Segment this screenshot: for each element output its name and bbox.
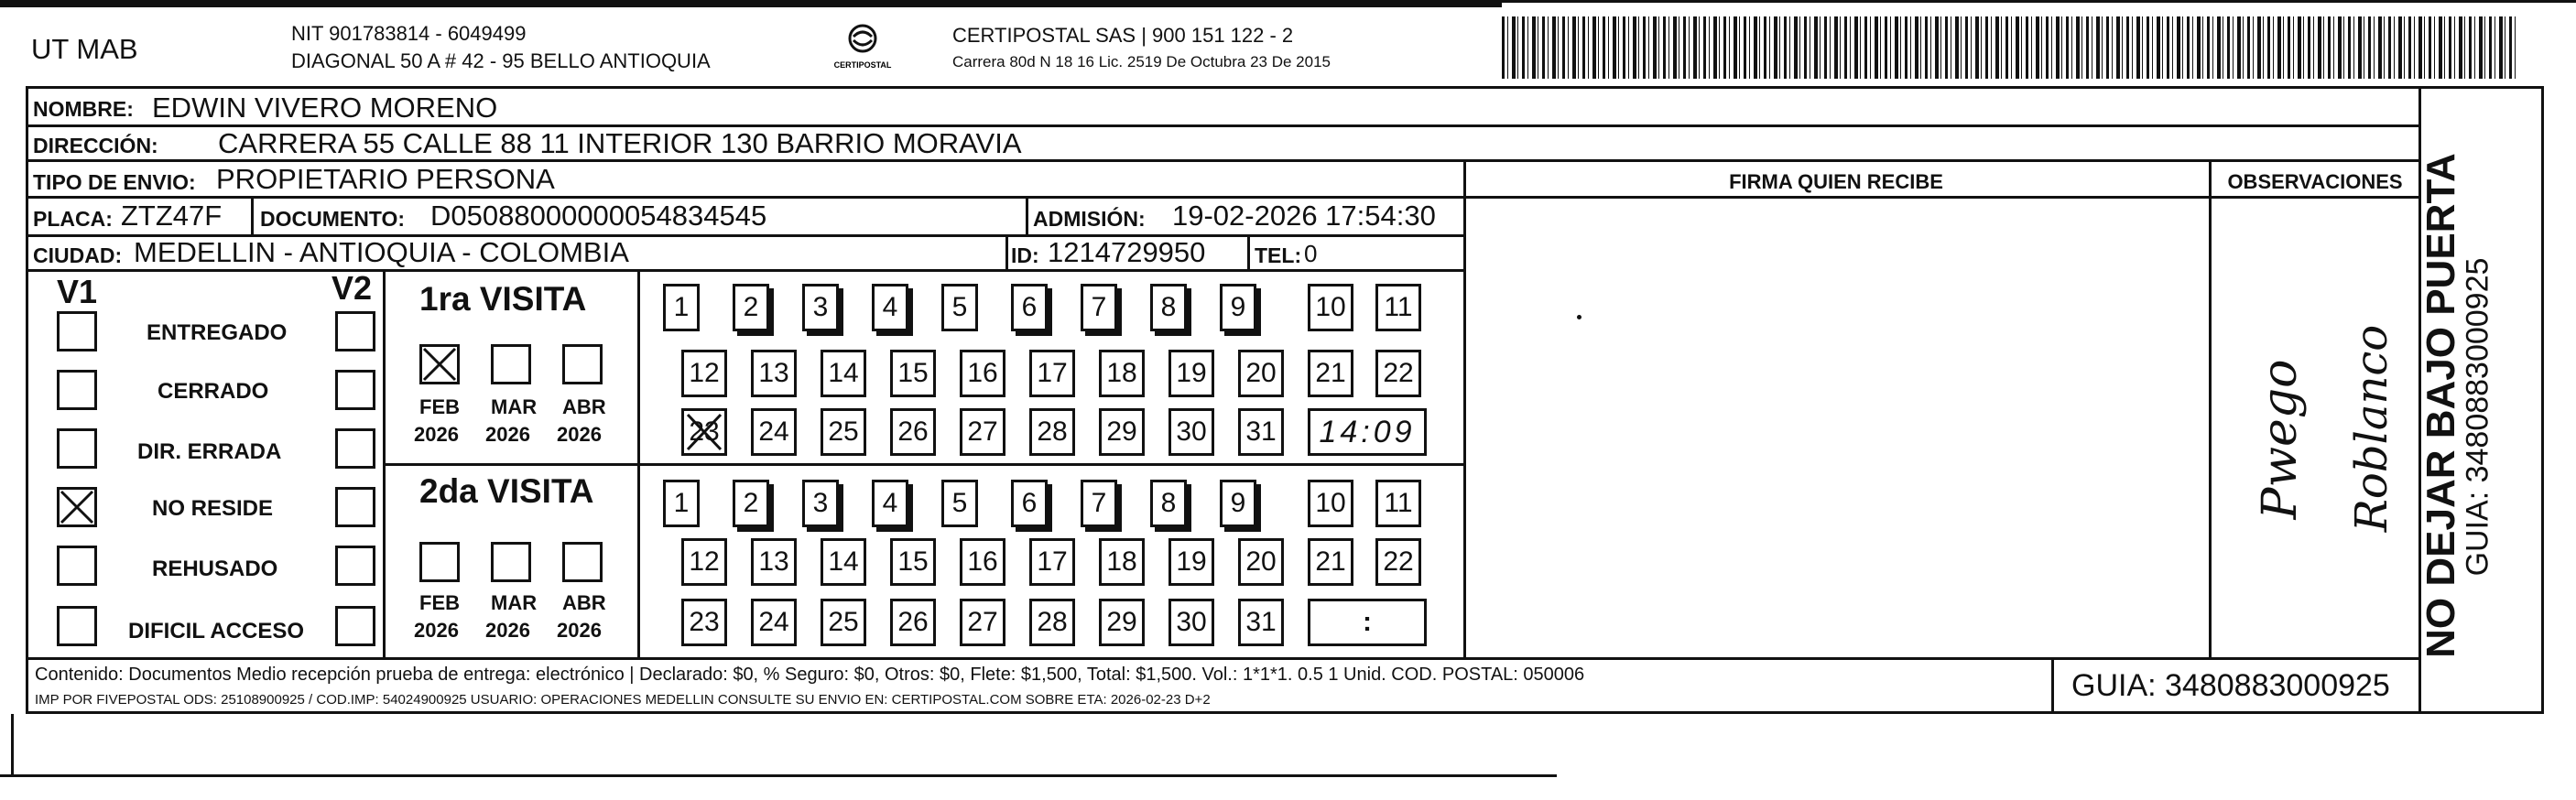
first-day-box[interactable]: 16: [960, 350, 1005, 397]
status-no-reside: NO RESIDE: [152, 496, 274, 521]
first-day-box[interactable]: 10: [1308, 284, 1353, 331]
first-visit-abr-checkbox[interactable]: [562, 344, 603, 384]
provider-name: CERTIPOSTAL SAS | 900 151 122 - 2: [952, 24, 1294, 47]
first-visit-year-feb: 2026: [414, 423, 459, 446]
first-day-marked-number: 23: [689, 416, 720, 447]
first-day-box[interactable]: 26: [890, 408, 936, 456]
admision-value: 19-02-2026 17:54:30: [1172, 200, 1436, 232]
second-day-box[interactable]: 22: [1375, 538, 1421, 586]
placa-value: ZTZ47F: [121, 200, 223, 232]
v2-checkbox-no-reside[interactable]: [335, 487, 375, 527]
first-day-box[interactable]: 21: [1308, 350, 1353, 397]
left-edge: [11, 714, 14, 774]
second-day-box[interactable]: 18: [1099, 538, 1145, 586]
v2-checkbox-dificil-acceso[interactable]: [335, 606, 375, 646]
second-day-box[interactable]: 2: [733, 480, 769, 527]
first-day-box[interactable]: 19: [1168, 350, 1214, 397]
second-day-box[interactable]: 9: [1220, 480, 1256, 527]
tipo-label: TIPO DE ENVIO:: [33, 170, 196, 194]
second-day-box[interactable]: 10: [1308, 480, 1353, 527]
first-day-box[interactable]: 3: [802, 284, 839, 331]
first-visit-time-box[interactable]: 14:09: [1308, 408, 1427, 456]
second-day-box[interactable]: 23: [681, 599, 727, 646]
second-visit-title: 2da VISITA: [419, 472, 594, 510]
v2-checkbox-dir-errada[interactable]: [335, 428, 375, 469]
observaciones-handwriting-1: Pwego: [2253, 359, 2308, 520]
second-visit-month-feb: FEB: [419, 591, 460, 614]
second-day-box[interactable]: 17: [1029, 538, 1075, 586]
first-day-box[interactable]: 25: [821, 408, 866, 456]
v1-checkbox-cerrado[interactable]: [57, 370, 97, 410]
first-visit-year-mar: 2026: [485, 423, 530, 446]
footer-contenido: Contenido: Documentos Medio recepción prueba de entrega: electrónico | Declarado: $0, % Seguro: $0, Otros: $0, Flete: $1,500, Total: $1,500. Vol.: 1*1*1. 0.5 1 Unid. COD. POSTAL: 050006: [35, 665, 1585, 685]
tel-value: 0: [1304, 240, 1318, 267]
first-visit-title: 1ra VISITA: [419, 280, 587, 318]
firma-header: FIRMA QUIEN RECIBE: [1729, 170, 1943, 193]
first-day-box[interactable]: 7: [1081, 284, 1117, 331]
v1-checkbox-rehusado[interactable]: [57, 546, 97, 586]
first-day-box[interactable]: 6: [1011, 284, 1048, 331]
first-visit-year-abr: 2026: [557, 423, 602, 446]
first-visit-month-abr: ABR: [562, 395, 606, 418]
documento-label: DOCUMENTO:: [260, 207, 406, 231]
second-day-box[interactable]: 20: [1238, 538, 1284, 586]
provider-license: Carrera 80d N 18 16 Lic. 2519 De Octubra 23 De 2015: [952, 53, 1331, 70]
second-day-box[interactable]: 1: [663, 480, 700, 527]
first-day-box[interactable]: 9: [1220, 284, 1256, 331]
first-day-box[interactable]: 11: [1375, 284, 1421, 331]
second-day-box[interactable]: 25: [821, 599, 866, 646]
second-visit-month-abr: ABR: [562, 591, 606, 614]
v2-checkbox-cerrado[interactable]: [335, 370, 375, 410]
second-day-box[interactable]: 6: [1011, 480, 1048, 527]
first-day-box[interactable]: 8: [1150, 284, 1187, 331]
first-day-box[interactable]: 22: [1375, 350, 1421, 397]
svg-text:CERTIPOSTAL: CERTIPOSTAL: [833, 60, 892, 70]
second-day-box[interactable]: 3: [802, 480, 839, 527]
bottom-edge: [0, 774, 1557, 777]
v1-checkbox-entregado[interactable]: [57, 311, 97, 351]
first-day-box[interactable]: 18: [1099, 350, 1145, 397]
v1-checkbox-dificil-acceso[interactable]: [57, 606, 97, 646]
second-day-box[interactable]: 29: [1099, 599, 1145, 646]
second-day-box[interactable]: 11: [1375, 480, 1421, 527]
ciudad-label: CIUDAD:: [33, 243, 123, 267]
second-day-box[interactable]: 8: [1150, 480, 1187, 527]
company-nit: NIT 901783814 - 6049499: [291, 22, 527, 45]
status-dificil-acceso: DIFICIL ACCESO: [128, 619, 305, 643]
second-visit-month-mar: MAR: [491, 591, 538, 614]
barcode: [1502, 16, 2516, 79]
observaciones-header: OBSERVACIONES: [2227, 170, 2403, 193]
second-day-box[interactable]: 19: [1168, 538, 1214, 586]
first-day-box[interactable]: 20: [1238, 350, 1284, 397]
ciudad-value: MEDELLIN - ANTIOQUIA - COLOMBIA: [134, 236, 629, 268]
second-day-box[interactable]: 28: [1029, 599, 1075, 646]
first-day-box[interactable]: 14: [821, 350, 866, 397]
status-rehusado: REHUSADO: [152, 557, 278, 581]
company-name: UT MAB: [31, 33, 138, 65]
second-visit-year-abr: 2026: [557, 619, 602, 642]
first-day-box[interactable]: 30: [1168, 408, 1214, 456]
second-day-box[interactable]: 5: [941, 480, 978, 527]
second-day-box[interactable]: 21: [1308, 538, 1353, 586]
first-day-box[interactable]: 4: [872, 284, 908, 331]
footer-imp: IMP POR FIVEPOSTAL ODS: 25108900925 / COD.IMP: 54024900925 USUARIO: OPERACIONES MEDELLIN CONSULTE SU ENVIO EN: CERTIPOSTAL.COM SOBRE ETA: 2026-02-23 D+2: [35, 692, 1211, 708]
first-day-box[interactable]: 13: [751, 350, 797, 397]
second-visit-year-mar: 2026: [485, 619, 530, 642]
nombre-value: EDWIN VIVERO MORENO: [152, 92, 498, 124]
first-visit-month-feb: FEB: [419, 395, 460, 418]
first-day-box[interactable]: 31: [1238, 408, 1284, 456]
first-day-box[interactable]: 2: [733, 284, 769, 331]
admision-label: ADMISIÓN:: [1033, 207, 1146, 231]
direccion-value: CARRERA 55 CALLE 88 11 INTERIOR 130 BARRIO MORAVIA: [218, 127, 1022, 159]
second-visit-year-feb: 2026: [414, 619, 459, 642]
second-day-box[interactable]: 4: [872, 480, 908, 527]
v1-checkbox-dir-errada[interactable]: [57, 428, 97, 469]
first-day-box[interactable]: 1: [663, 284, 700, 331]
first-visit-mar-checkbox[interactable]: [491, 344, 531, 384]
second-day-box[interactable]: 31: [1238, 599, 1284, 646]
certipostal-logo: [824, 20, 901, 75]
direccion-label: DIRECCIÓN:: [33, 134, 158, 157]
firma-dot: [1577, 315, 1581, 319]
status-cerrado: CERRADO: [158, 379, 269, 404]
second-day-box[interactable]: 13: [751, 538, 797, 586]
first-day-box[interactable]: 5: [941, 284, 978, 331]
top-edge: [0, 0, 1502, 7]
second-day-box[interactable]: 16: [960, 538, 1005, 586]
status-entregado: ENTREGADO: [147, 320, 288, 345]
tel-label: TEL:: [1255, 243, 1302, 267]
first-day-box[interactable]: 24: [751, 408, 797, 456]
company-address: DIAGONAL 50 A # 42 - 95 BELLO ANTIOQUIA: [291, 49, 711, 72]
second-day-box[interactable]: 27: [960, 599, 1005, 646]
second-visit-mar-checkbox[interactable]: [491, 542, 531, 582]
second-day-box[interactable]: 26: [890, 599, 936, 646]
second-visit-time-box[interactable]: :: [1308, 599, 1427, 646]
placa-label: PLACA:: [33, 207, 113, 231]
v1-checkbox-no-reside[interactable]: [57, 487, 97, 527]
v2-checkbox-entregado[interactable]: [335, 311, 375, 351]
first-day-box[interactable]: 27: [960, 408, 1005, 456]
documento-value: D05088000000054834545: [430, 200, 767, 232]
first-day-box[interactable]: 12: [681, 350, 727, 397]
side-warning: NO DEJAR BAJO PUERTA: [2418, 153, 2463, 658]
second-day-box[interactable]: 24: [751, 599, 797, 646]
observaciones-handwriting-2: Roblanco: [2346, 324, 2397, 533]
second-visit-abr-checkbox[interactable]: [562, 542, 603, 582]
second-day-box[interactable]: 7: [1081, 480, 1117, 527]
side-guia: GUIA: 3480883000925: [2460, 257, 2495, 577]
v2-checkbox-rehusado[interactable]: [335, 546, 375, 586]
first-day-box[interactable]: 29: [1099, 408, 1145, 456]
second-day-box[interactable]: 14: [821, 538, 866, 586]
first-visit-feb-checkbox[interactable]: [419, 344, 460, 384]
second-day-box[interactable]: 12: [681, 538, 727, 586]
first-day-box-marked[interactable]: [681, 408, 727, 456]
footer-guia: GUIA: 3480883000925: [2071, 668, 2390, 703]
first-day-box[interactable]: 28: [1029, 408, 1075, 456]
first-day-box[interactable]: 15: [890, 350, 936, 397]
id-label: ID:: [1011, 243, 1039, 267]
first-day-box[interactable]: 17: [1029, 350, 1075, 397]
status-dir-errada: DIR. ERRADA: [137, 439, 282, 464]
second-day-box[interactable]: 15: [890, 538, 936, 586]
second-day-box[interactable]: 30: [1168, 599, 1214, 646]
v2-label: V2: [332, 269, 373, 307]
top-edge-right: [1502, 0, 2576, 3]
first-visit-month-mar: MAR: [491, 395, 538, 418]
tipo-value: PROPIETARIO PERSONA: [216, 163, 555, 195]
second-visit-feb-checkbox[interactable]: [419, 542, 460, 582]
v1-label: V1: [57, 273, 98, 310]
nombre-label: NOMBRE:: [33, 97, 134, 121]
id-value: 1214729950: [1048, 236, 1206, 268]
